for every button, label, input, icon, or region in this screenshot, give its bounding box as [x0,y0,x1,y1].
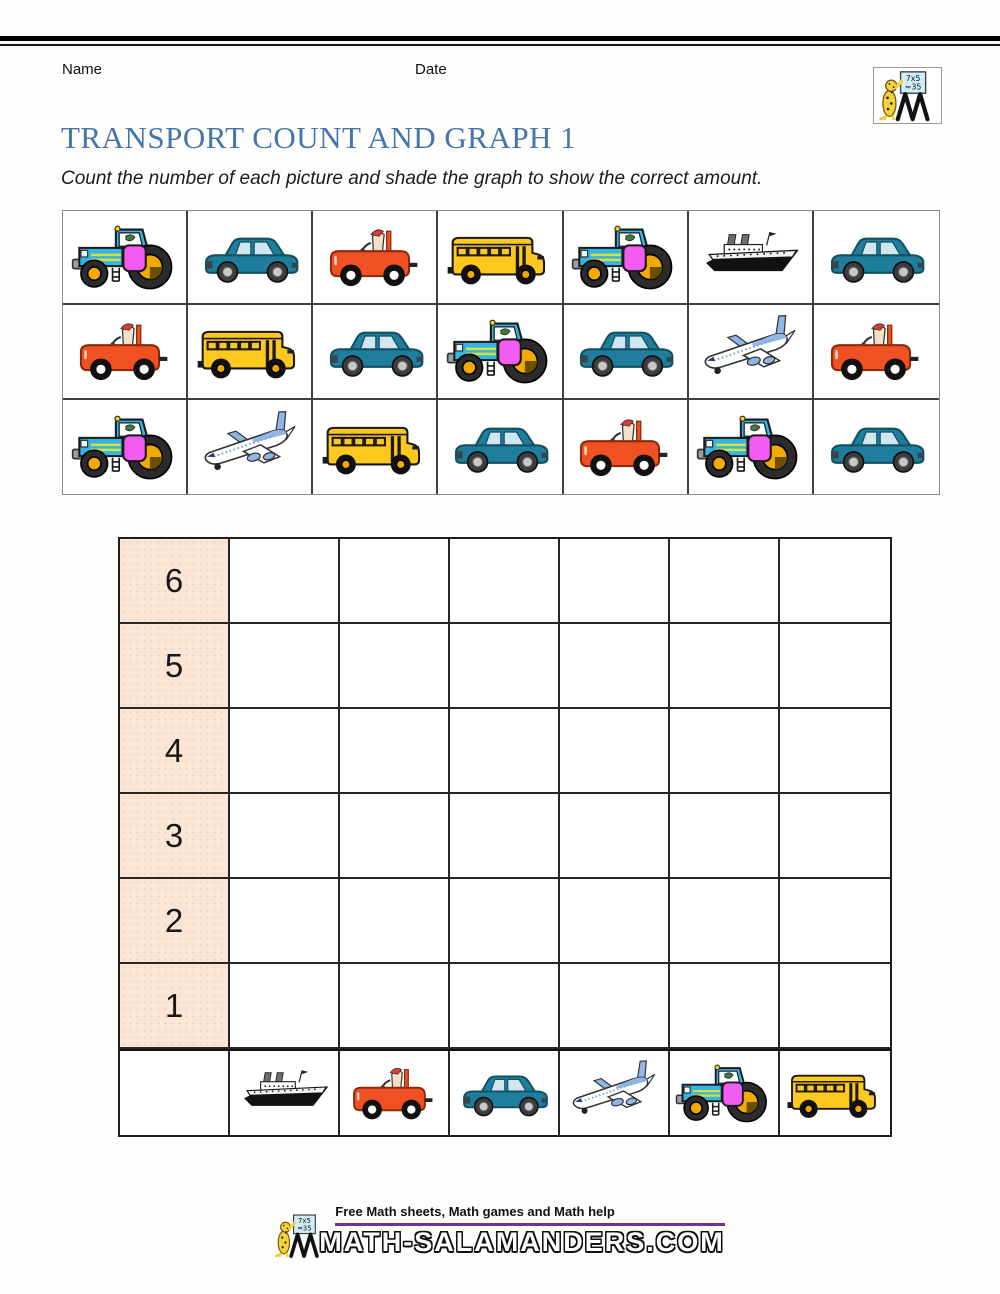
suv-icon [822,409,930,485]
picture-cell-car [564,400,689,494]
graph-row-label-1: 1 [120,964,230,1049]
bus-icon [786,1059,884,1127]
graph-shade-cell[interactable] [560,539,670,624]
graph-shade-cell[interactable] [780,539,890,624]
picture-grid [62,210,940,495]
picture-cell-tractor [438,305,563,399]
picture-cell-car [63,305,188,399]
graph-category-tractor [670,1049,780,1135]
date-label: Date [415,61,447,78]
picture-cell-bus [438,211,563,305]
graph-row-label-4: 4 [120,709,230,794]
car-icon [71,313,179,389]
tractor-icon [71,409,179,485]
suv-icon [446,409,554,485]
graph-row-label-6: 6 [120,539,230,624]
footer-site-name: MATH-SALAMANDERS.COM [319,1227,725,1257]
picture-cell-plane [689,305,814,399]
graph-shade-cell[interactable] [780,624,890,709]
graph-shade-cell[interactable] [340,964,450,1049]
bus-icon [321,409,429,485]
graph-shade-cell[interactable] [560,709,670,794]
graph-shade-cell[interactable] [230,624,340,709]
top-rule [0,36,1000,46]
tractor-icon [446,313,554,389]
graph-category-bus [780,1049,890,1135]
name-label: Name [62,61,103,78]
graph-grid [118,537,892,1137]
graph-shade-cell[interactable] [340,879,450,964]
graph-shade-cell[interactable] [670,794,780,879]
page-title: TRANSPORT COUNT AND GRAPH 1 [61,120,577,155]
graph-category-car [340,1049,450,1135]
graph-shade-cell[interactable] [670,964,780,1049]
graph-shade-cell[interactable] [230,794,340,879]
graph-shade-cell[interactable] [340,709,450,794]
tractor-icon [571,219,679,295]
graph-category-ship [230,1049,340,1135]
salamander-logo-icon [275,1208,325,1264]
graph-shade-cell[interactable] [450,879,560,964]
graph-shade-cell[interactable] [450,794,560,879]
picture-cell-suv [313,305,438,399]
picture-cell-tractor [689,400,814,494]
picture-cell-tractor [564,211,689,305]
graph-corner-cell [120,1049,230,1135]
car-icon [345,1059,443,1127]
suv-icon [196,219,304,295]
ship-icon [235,1059,333,1127]
plane-icon [196,409,304,485]
bus-icon [196,313,304,389]
graph-shade-cell[interactable] [670,539,780,624]
picture-cell-plane [188,400,313,494]
picture-cell-suv [564,305,689,399]
graph-row-label-3: 3 [120,794,230,879]
graph-shade-cell[interactable] [670,879,780,964]
graph-shade-cell[interactable] [230,964,340,1049]
picture-cell-bus [313,400,438,494]
picture-cell-suv [438,400,563,494]
graph-shade-cell[interactable] [450,964,560,1049]
graph-row-label-5: 5 [120,624,230,709]
footer-tagline: Free Math sheets, Math games and Math help [335,1204,724,1226]
graph-shade-cell[interactable] [450,539,560,624]
picture-cell-tractor [63,400,188,494]
tractor-icon [71,219,179,295]
footer [0,1204,1000,1264]
tractor-icon [675,1059,773,1127]
picture-cell-suv [814,211,939,305]
graph-shade-cell[interactable] [450,709,560,794]
graph-shade-cell[interactable] [340,624,450,709]
graph-shade-cell[interactable] [230,539,340,624]
car-icon [321,219,429,295]
bus-icon [446,219,554,295]
car-icon [571,409,679,485]
graph-shade-cell[interactable] [340,794,450,879]
ship-icon [696,219,804,295]
brand-logo-box [873,67,942,124]
graph-row-label-2: 2 [120,879,230,964]
graph-shade-cell[interactable] [780,964,890,1049]
suv-icon [321,313,429,389]
graph-shade-cell[interactable] [670,709,780,794]
suv-icon [571,313,679,389]
picture-cell-tractor [63,211,188,305]
picture-cell-ship [689,211,814,305]
graph-shade-cell[interactable] [560,964,670,1049]
picture-cell-suv [814,400,939,494]
graph-shade-cell[interactable] [780,794,890,879]
picture-cell-car [313,211,438,305]
suv-icon [455,1059,553,1127]
plane-icon [696,313,804,389]
graph-shade-cell[interactable] [560,794,670,879]
graph-shade-cell[interactable] [230,709,340,794]
graph-shade-cell[interactable] [560,624,670,709]
graph-shade-cell[interactable] [340,539,450,624]
graph-shade-cell[interactable] [780,709,890,794]
graph-shade-cell[interactable] [560,879,670,964]
tractor-icon [696,409,804,485]
car-icon [822,313,930,389]
graph-shade-cell[interactable] [780,879,890,964]
salamander-logo-icon [879,70,937,122]
plane-icon [565,1059,663,1127]
suv-icon [822,219,930,295]
graph-shade-cell[interactable] [670,624,780,709]
picture-cell-car [814,305,939,399]
picture-cell-bus [188,305,313,399]
picture-cell-suv [188,211,313,305]
graph-shade-cell[interactable] [230,879,340,964]
instruction-text: Count the number of each picture and shade the graph to show the correct amount. [61,168,763,189]
graph-category-plane [560,1049,670,1135]
graph-shade-cell[interactable] [450,624,560,709]
graph-category-suv [450,1049,560,1135]
